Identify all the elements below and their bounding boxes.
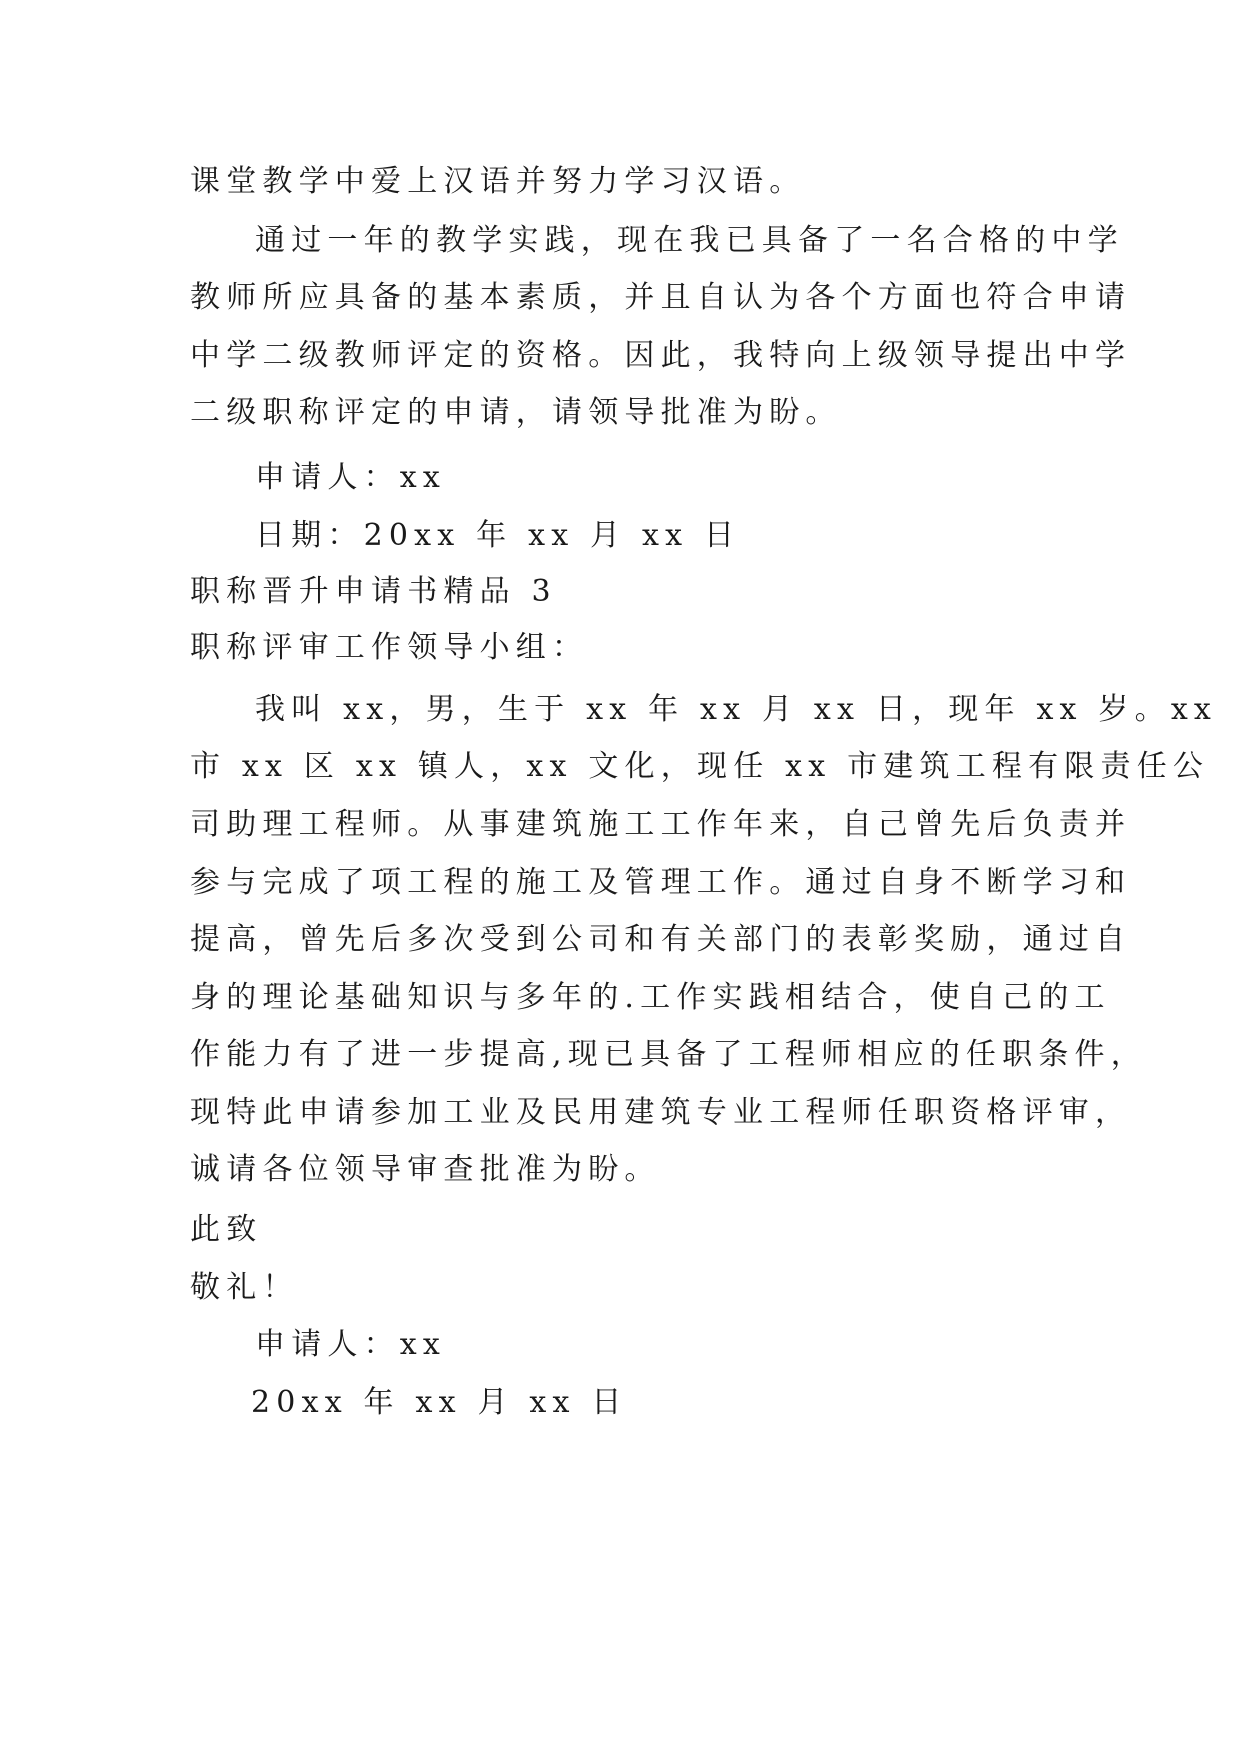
paragraph-1-line-3: 中学二级教师评定的资格。因此，我特向上级领导提出中学 — [190, 338, 1132, 373]
paragraph-2-line-6: 身的理论基础知识与多年的.工作实践相结合，使自己的工 — [190, 980, 1111, 1015]
paragraph-2-line-5: 提高，曾先后多次受到公司和有关部门的表彰奖励，通过自 — [190, 922, 1132, 957]
closing-line-1: 此致 — [190, 1212, 263, 1247]
signature-2-applicant: 申请人：xx — [255, 1327, 447, 1362]
salutation: 职称评审工作领导小组： — [190, 630, 589, 665]
paragraph-2-line-3: 司助理工程师。从事建筑施工工作年来，自己曾先后负责并 — [190, 807, 1132, 842]
closing-line-2: 敬礼！ — [190, 1270, 299, 1305]
paragraph-2-line-7: 作能力有了进一步提高,现已具备了工程师相应的任职条件， — [190, 1037, 1147, 1072]
paragraph-1-line-1: 通过一年的教学实践，现在我已具备了一名合格的中学 — [255, 223, 1124, 258]
paragraph-2-line-9: 诚请各位领导审查批准为盼。 — [190, 1152, 661, 1187]
signature-1-applicant: 申请人：xx — [255, 460, 447, 495]
paragraph-1-line-2: 教师所应具备的基本素质，并且自认为各个方面也符合申请 — [190, 280, 1132, 315]
paragraph-2-line-8: 现特此申请参加工业及民用建筑专业工程师任职资格评审， — [190, 1095, 1132, 1130]
continuation-line: 课堂教学中爱上汉语并努力学习汉语。 — [190, 164, 806, 199]
signature-1-date: 日期：20xx 年 xx 月 xx 日 — [255, 518, 741, 553]
signature-2-date: 20xx 年 xx 月 xx 日 — [251, 1385, 628, 1420]
paragraph-2-line-2: 市 xx 区 xx 镇人，xx 文化，现任 xx 市建筑工程有限责任公 — [190, 749, 1210, 784]
paragraph-1-line-4: 二级职称评定的申请，请领导批准为盼。 — [190, 395, 842, 430]
paragraph-2-line-1: 我叫 xx，男，生于 xx 年 xx 月 xx 日，现年 xx 岁。xx — [255, 692, 1218, 727]
paragraph-2-line-4: 参与完成了项工程的施工及管理工作。通过自身不断学习和 — [190, 865, 1132, 900]
section-title: 职称晋升申请书精品 3 — [190, 574, 557, 609]
